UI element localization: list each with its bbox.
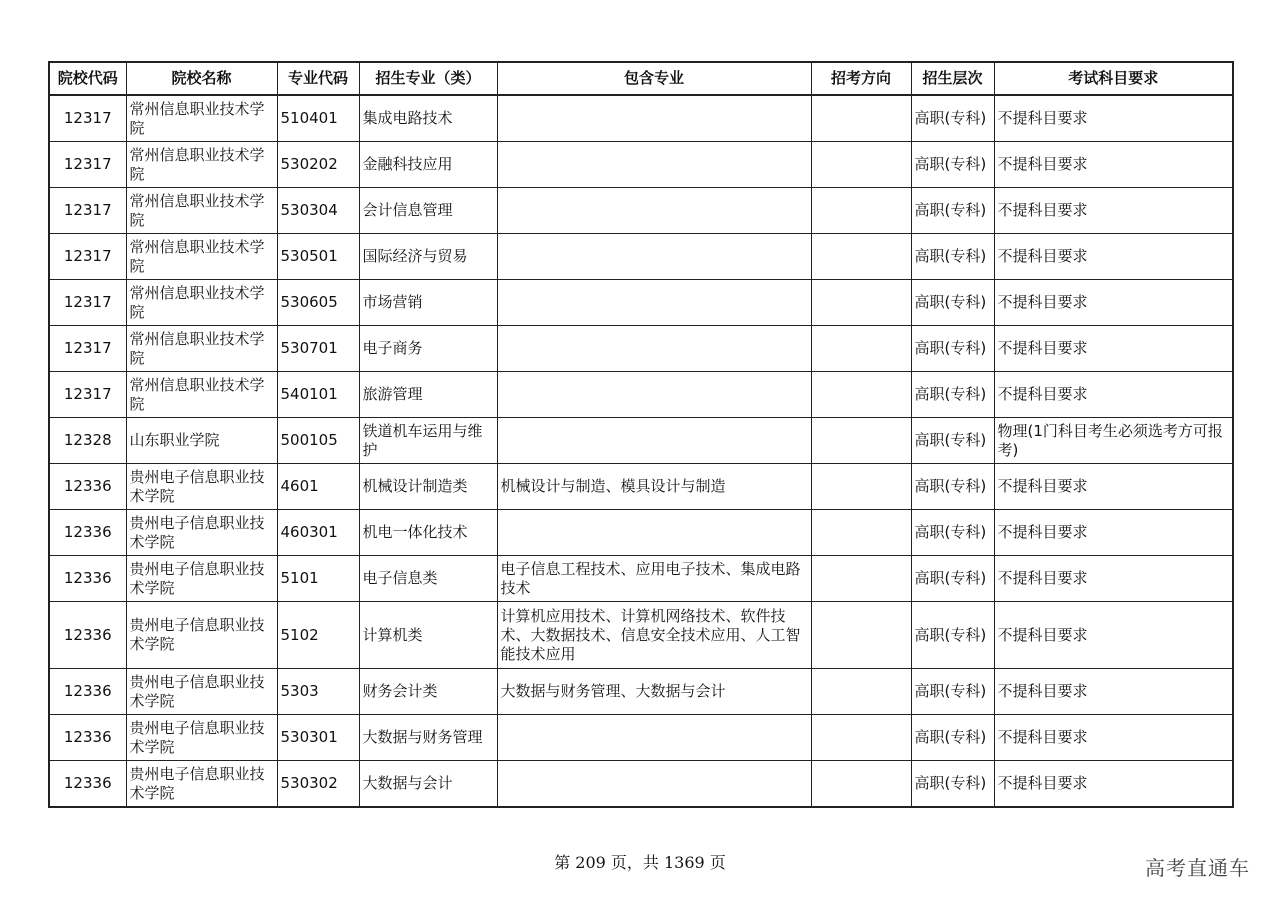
cell-school-code: 12317 xyxy=(49,372,126,418)
cell-school-name: 贵州电子信息职业技术学院 xyxy=(126,715,277,761)
cell-school-name: 常州信息职业技术学院 xyxy=(126,280,277,326)
table-row xyxy=(49,142,1233,188)
cell-subject-requirement: 不提科目要求 xyxy=(994,142,1233,188)
page-number: 第 209 页，共 1369 页 xyxy=(554,853,726,872)
cell-school-code: 12336 xyxy=(49,602,126,669)
cell-school-code: 12336 xyxy=(49,761,126,808)
table-row xyxy=(49,510,1233,556)
cell-included-majors: 大数据与财务管理、大数据与会计 xyxy=(497,669,811,715)
cell-school-code: 12317 xyxy=(49,188,126,234)
cell-school-code: 12317 xyxy=(49,234,126,280)
cell-major-code: 460301 xyxy=(277,510,359,556)
cell-school-code: 12317 xyxy=(49,142,126,188)
cell-major: 会计信息管理 xyxy=(359,188,497,234)
cell-level: 高职(专科) xyxy=(911,95,994,142)
cell-school-name: 常州信息职业技术学院 xyxy=(126,234,277,280)
cell-major: 金融科技应用 xyxy=(359,142,497,188)
cell-included-majors xyxy=(497,761,811,808)
table-row xyxy=(49,95,1233,142)
cell-level: 高职(专科) xyxy=(911,556,994,602)
cell-major-code: 4601 xyxy=(277,464,359,510)
cell-major-code: 530302 xyxy=(277,761,359,808)
cell-major: 旅游管理 xyxy=(359,372,497,418)
cell-subject-requirement: 不提科目要求 xyxy=(994,669,1233,715)
cell-level: 高职(专科) xyxy=(911,669,994,715)
cell-school-name: 常州信息职业技术学院 xyxy=(126,95,277,142)
cell-school-name: 贵州电子信息职业技术学院 xyxy=(126,510,277,556)
header-subject-requirement: 考试科目要求 xyxy=(994,62,1233,95)
cell-school-name: 贵州电子信息职业技术学院 xyxy=(126,602,277,669)
cell-direction xyxy=(811,372,911,418)
cell-included-majors xyxy=(497,510,811,556)
table-row xyxy=(49,715,1233,761)
cell-direction xyxy=(811,556,911,602)
cell-level: 高职(专科) xyxy=(911,280,994,326)
cell-included-majors: 计算机应用技术、计算机网络技术、软件技术、大数据技术、信息安全技术应用、人工智能技术应用 xyxy=(497,602,811,669)
cell-major-code: 510401 xyxy=(277,95,359,142)
cell-level: 高职(专科) xyxy=(911,326,994,372)
cell-school-name: 山东职业学院 xyxy=(126,418,277,464)
cell-major-code: 530301 xyxy=(277,715,359,761)
header-school-name: 院校名称 xyxy=(126,62,277,95)
cell-school-name: 常州信息职业技术学院 xyxy=(126,142,277,188)
cell-subject-requirement: 不提科目要求 xyxy=(994,715,1233,761)
cell-included-majors xyxy=(497,142,811,188)
cell-direction xyxy=(811,95,911,142)
cell-school-name: 贵州电子信息职业技术学院 xyxy=(126,669,277,715)
cell-subject-requirement: 物理(1门科目考生必须选考方可报考) xyxy=(994,418,1233,464)
cell-direction xyxy=(811,464,911,510)
cell-direction xyxy=(811,715,911,761)
table-row xyxy=(49,418,1233,464)
table-row xyxy=(49,326,1233,372)
cell-major-code: 5303 xyxy=(277,669,359,715)
table-row xyxy=(49,188,1233,234)
cell-included-majors xyxy=(497,372,811,418)
cell-major-code: 530202 xyxy=(277,142,359,188)
cell-subject-requirement: 不提科目要求 xyxy=(994,280,1233,326)
cell-included-majors: 机械设计与制造、模具设计与制造 xyxy=(497,464,811,510)
cell-major-code: 500105 xyxy=(277,418,359,464)
cell-major-code: 530701 xyxy=(277,326,359,372)
table-row xyxy=(49,669,1233,715)
cell-subject-requirement: 不提科目要求 xyxy=(994,602,1233,669)
cell-included-majors xyxy=(497,95,811,142)
cell-included-majors xyxy=(497,418,811,464)
table-row xyxy=(49,372,1233,418)
cell-direction xyxy=(811,602,911,669)
cell-included-majors xyxy=(497,715,811,761)
cell-included-majors xyxy=(497,280,811,326)
header-direction: 招考方向 xyxy=(811,62,911,95)
cell-major: 机电一体化技术 xyxy=(359,510,497,556)
cell-subject-requirement: 不提科目要求 xyxy=(994,761,1233,808)
table-header-row xyxy=(49,62,1233,95)
cell-school-name: 常州信息职业技术学院 xyxy=(126,326,277,372)
cell-major-code: 530605 xyxy=(277,280,359,326)
cell-included-majors xyxy=(497,188,811,234)
cell-school-name: 贵州电子信息职业技术学院 xyxy=(126,761,277,808)
cell-school-name: 常州信息职业技术学院 xyxy=(126,188,277,234)
cell-major: 铁道机车运用与维护 xyxy=(359,418,497,464)
cell-included-majors xyxy=(497,326,811,372)
cell-school-code: 12317 xyxy=(49,326,126,372)
cell-direction xyxy=(811,188,911,234)
cell-subject-requirement: 不提科目要求 xyxy=(994,372,1233,418)
cell-direction xyxy=(811,142,911,188)
cell-major-code: 5101 xyxy=(277,556,359,602)
cell-level: 高职(专科) xyxy=(911,372,994,418)
cell-direction xyxy=(811,280,911,326)
cell-level: 高职(专科) xyxy=(911,142,994,188)
cell-major: 电子信息类 xyxy=(359,556,497,602)
header-level: 招生层次 xyxy=(911,62,994,95)
cell-major: 大数据与会计 xyxy=(359,761,497,808)
cell-level: 高职(专科) xyxy=(911,464,994,510)
cell-major: 集成电路技术 xyxy=(359,95,497,142)
cell-school-code: 12336 xyxy=(49,556,126,602)
cell-school-name: 常州信息职业技术学院 xyxy=(126,372,277,418)
cell-major-code: 530304 xyxy=(277,188,359,234)
cell-direction xyxy=(811,669,911,715)
cell-school-code: 12317 xyxy=(49,280,126,326)
cell-level: 高职(专科) xyxy=(911,602,994,669)
cell-major: 财务会计类 xyxy=(359,669,497,715)
cell-level: 高职(专科) xyxy=(911,418,994,464)
cell-direction xyxy=(811,761,911,808)
cell-subject-requirement: 不提科目要求 xyxy=(994,556,1233,602)
cell-subject-requirement: 不提科目要求 xyxy=(994,234,1233,280)
cell-school-code: 12317 xyxy=(49,95,126,142)
cell-subject-requirement: 不提科目要求 xyxy=(994,326,1233,372)
cell-school-name: 贵州电子信息职业技术学院 xyxy=(126,464,277,510)
cell-level: 高职(专科) xyxy=(911,761,994,808)
cell-subject-requirement: 不提科目要求 xyxy=(994,464,1233,510)
cell-major: 计算机类 xyxy=(359,602,497,669)
cell-direction xyxy=(811,234,911,280)
cell-major: 国际经济与贸易 xyxy=(359,234,497,280)
cell-major: 大数据与财务管理 xyxy=(359,715,497,761)
cell-school-code: 12336 xyxy=(49,464,126,510)
cell-school-code: 12336 xyxy=(49,715,126,761)
header-major-code: 专业代码 xyxy=(277,62,359,95)
cell-level: 高职(专科) xyxy=(911,188,994,234)
cell-subject-requirement: 不提科目要求 xyxy=(994,188,1233,234)
cell-school-name: 贵州电子信息职业技术学院 xyxy=(126,556,277,602)
table-row xyxy=(49,280,1233,326)
cell-school-code: 12336 xyxy=(49,669,126,715)
cell-school-code: 12328 xyxy=(49,418,126,464)
table-row xyxy=(49,556,1233,602)
header-included-majors: 包含专业 xyxy=(497,62,811,95)
cell-direction xyxy=(811,510,911,556)
cell-major: 电子商务 xyxy=(359,326,497,372)
cell-included-majors: 电子信息工程技术、应用电子技术、集成电路技术 xyxy=(497,556,811,602)
cell-major-code: 530501 xyxy=(277,234,359,280)
cell-direction xyxy=(811,326,911,372)
header-major: 招生专业（类） xyxy=(359,62,497,95)
cell-level: 高职(专科) xyxy=(911,234,994,280)
cell-level: 高职(专科) xyxy=(911,510,994,556)
cell-subject-requirement: 不提科目要求 xyxy=(994,510,1233,556)
cell-major-code: 5102 xyxy=(277,602,359,669)
header-school-code: 院校代码 xyxy=(49,62,126,95)
cell-direction xyxy=(811,418,911,464)
cell-major: 机械设计制造类 xyxy=(359,464,497,510)
cell-subject-requirement: 不提科目要求 xyxy=(994,95,1233,142)
table-row xyxy=(49,602,1233,669)
table-row xyxy=(49,234,1233,280)
cell-major-code: 540101 xyxy=(277,372,359,418)
cell-school-code: 12336 xyxy=(49,510,126,556)
cell-included-majors xyxy=(497,234,811,280)
cell-major: 市场营销 xyxy=(359,280,497,326)
watermark-text: 高考直通车 xyxy=(1145,856,1250,880)
admissions-table xyxy=(48,61,1234,808)
table-body xyxy=(49,95,1233,807)
table-row xyxy=(49,464,1233,510)
cell-level: 高职(专科) xyxy=(911,715,994,761)
table-row xyxy=(49,761,1233,808)
